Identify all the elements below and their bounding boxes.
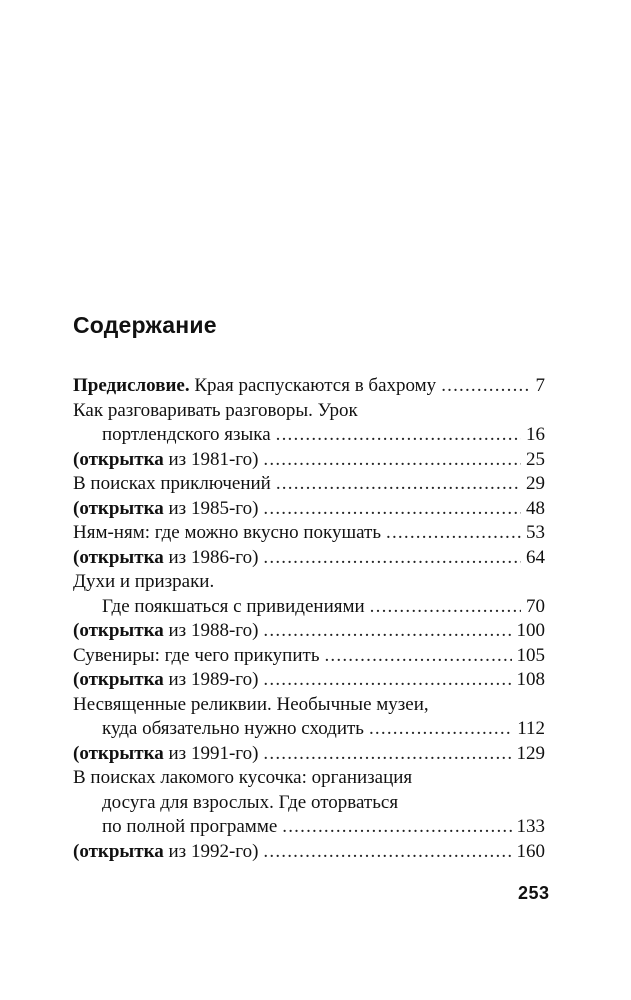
toc-entry-label (73, 766, 412, 791)
dot-leader (276, 472, 521, 497)
toc-entry-bold: открытка (79, 497, 164, 519)
toc-entry-text: Несвященные реликвии. Необычные музеи, (73, 693, 429, 715)
dot-leader (263, 742, 511, 767)
toc-page-number: 53 (526, 522, 545, 543)
toc-open-paren: ( (73, 840, 80, 862)
toc-entry-bold: Предисловие. (73, 375, 190, 396)
dot-leader (263, 619, 511, 644)
toc-open-paren: ( (73, 497, 80, 519)
dot-leader (441, 374, 530, 399)
dot-leader (263, 668, 511, 693)
toc-entry-line (73, 644, 545, 669)
toc-entry-label (73, 644, 319, 669)
toc-entry-text: Края распускаются в бахрому (189, 375, 437, 396)
toc-entry-label (73, 472, 271, 497)
toc-page-number: 160 (516, 840, 545, 862)
toc-open-paren: ( (73, 669, 80, 690)
toc-entry-label (73, 742, 258, 767)
toc-page-number: 64 (526, 546, 545, 568)
toc-entry-label (73, 448, 258, 473)
toc-entry-bold: открытка (79, 669, 164, 690)
dot-leader (263, 546, 521, 571)
toc-entry-line (73, 497, 545, 522)
toc-entry-line (73, 423, 545, 448)
toc-entry-line (73, 399, 545, 424)
toc-title: Содержание (73, 312, 217, 338)
toc-entry-label (73, 840, 258, 865)
toc-entry-text: В поисках приключений (73, 473, 271, 494)
toc-entry-bold: открытка (79, 448, 164, 470)
table-of-contents (73, 374, 545, 864)
toc-page-number: 48 (526, 497, 545, 519)
dot-leader (324, 644, 511, 669)
toc-page-number: 112 (517, 718, 545, 739)
toc-entry-line (73, 374, 545, 399)
toc-entry-bold: открытка (79, 546, 164, 568)
toc-open-paren: ( (73, 448, 80, 470)
toc-entry-line (73, 595, 545, 620)
toc-page-number: 7 (535, 375, 545, 396)
toc-entry-text: портлендского языка (102, 424, 271, 445)
toc-entry-bold: открытка (79, 742, 164, 764)
toc-entry-label (73, 374, 436, 399)
toc-entry-line (73, 448, 545, 473)
dot-leader (370, 595, 521, 620)
toc-entry-label (73, 497, 258, 522)
toc-entry-text: Духи и призраки. (73, 571, 215, 592)
dot-leader (369, 717, 512, 742)
dot-leader (276, 423, 521, 448)
toc-entry-text: из 1985-го) (163, 497, 259, 519)
toc-entry-label (73, 570, 214, 595)
dot-leader (386, 521, 521, 546)
toc-page-number: 29 (526, 473, 545, 494)
toc-entry-line (73, 815, 545, 840)
toc-open-paren: ( (73, 546, 80, 568)
toc-entry-text: из 1988-го) (163, 620, 259, 641)
toc-entry-label (102, 791, 398, 816)
page-number: 253 (518, 883, 550, 903)
toc-page-number: 70 (526, 595, 545, 617)
toc-open-paren: ( (73, 742, 80, 764)
toc-entry-text: из 1992-го) (163, 840, 259, 862)
toc-entry-line (73, 570, 545, 595)
toc-page-number: 16 (526, 424, 545, 445)
toc-entry-bold: открытка (79, 840, 164, 862)
dot-leader (282, 815, 511, 840)
toc-entry-line (73, 521, 545, 546)
toc-entry-label (73, 619, 258, 644)
toc-entry-line (73, 766, 545, 791)
toc-entry-line (73, 546, 545, 571)
toc-entry-text: Сувениры: где чего прикупить (73, 644, 320, 666)
toc-open-paren: ( (73, 620, 80, 641)
toc-entry-text: из 1986-го) (163, 546, 259, 568)
toc-entry-text: из 1991-го) (163, 742, 259, 764)
toc-page-number: 108 (516, 669, 545, 690)
toc-entry-text: по полной программе (102, 816, 278, 837)
toc-entry-line (73, 791, 545, 816)
dot-leader (263, 497, 521, 522)
toc-page-number: 25 (526, 448, 545, 470)
toc-entry-text: куда обязательно нужно сходить (102, 718, 364, 739)
toc-entry-text: В поисках лакомого кусочка: организация (73, 767, 413, 788)
toc-page-number: 133 (516, 816, 545, 837)
toc-entry-line (73, 742, 545, 767)
toc-page-number: 100 (516, 620, 545, 641)
toc-entry-label (73, 693, 429, 718)
toc-entry-line (73, 840, 545, 865)
toc-entry-label (73, 399, 358, 424)
toc-entry-line (73, 668, 545, 693)
toc-entry-line (73, 472, 545, 497)
toc-entry-label (102, 423, 271, 448)
toc-entry-label (102, 815, 277, 840)
toc-entry-label (102, 595, 365, 620)
toc-entry-text: Где поякшаться с привидениями (102, 595, 365, 617)
toc-page-number: 105 (516, 644, 545, 666)
toc-entry-text: из 1989-го) (163, 669, 259, 690)
toc-entry-label (73, 668, 258, 693)
toc-entry-label (102, 717, 364, 742)
dot-leader (263, 840, 511, 865)
toc-entry-text: досуга для взрослых. Где оторваться (102, 791, 399, 813)
toc-entry-line (73, 693, 545, 718)
toc-entry-text: Ням-ням: где можно вкусно покушать (73, 522, 382, 543)
toc-entry-bold: открытка (79, 620, 164, 641)
toc-entry-text: Как разговаривать разговоры. Урок (73, 399, 358, 421)
toc-entry-label (73, 521, 381, 546)
toc-page-number: 129 (516, 742, 545, 764)
toc-entry-label (73, 546, 258, 571)
toc-entry-line (73, 619, 545, 644)
dot-leader (263, 448, 521, 473)
toc-entry-text: из 1981-го) (163, 448, 259, 470)
toc-entry-line (73, 717, 545, 742)
